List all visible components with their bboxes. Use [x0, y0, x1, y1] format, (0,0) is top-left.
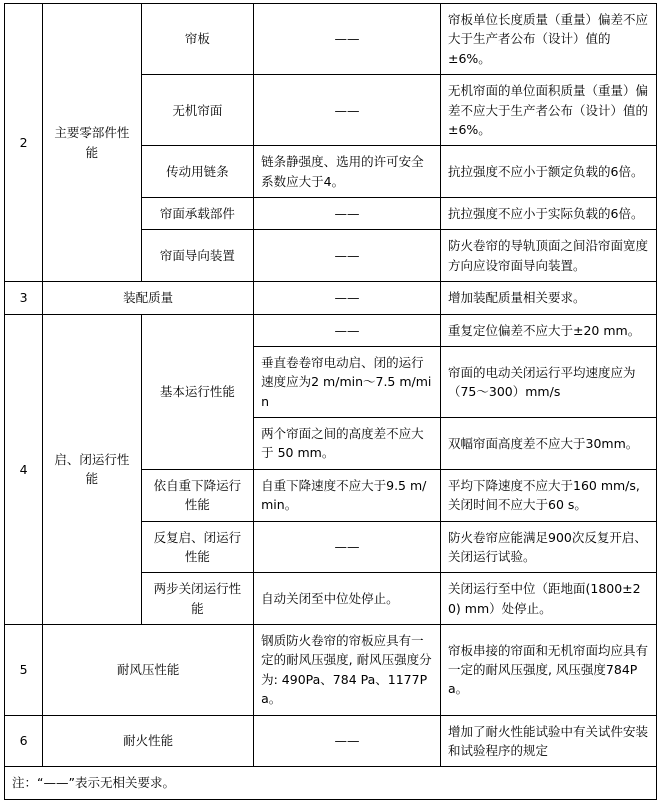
comparison-table [4, 3, 657, 800]
new-requirement-cell: 帘板单位长度质量（重量）偏差不应大于生产者公布（设计）值的±6%。 [440, 4, 656, 75]
new-requirement-cell: 帘面的电动关闭运行平均速度应为（75～300）mm/s [440, 346, 656, 417]
old-requirement-cell: 自动关闭至中位处停止。 [254, 573, 441, 625]
new-requirement-cell: 防火卷帘的导轨顶面之间沿帘面宽度方向应设帘面导向装置。 [440, 230, 656, 282]
new-requirement-cell: 关闭运行至中位（距地面(1800±20) mm）处停止。 [440, 573, 656, 625]
row-subitem-cell: 无机帘面 [141, 75, 254, 146]
new-requirement-cell: 无机帘面的单位面积质量（重量）偏差不应大于生产者公布（设计）值的±6%。 [440, 75, 656, 146]
row-item-cell: 耐风压性能 [43, 625, 254, 716]
row-subitem-cell: 帘板 [141, 4, 254, 75]
new-requirement-cell: 增加了耐火性能试验中有关试件安装和试验程序的规定 [440, 715, 656, 767]
row-item-cell: 启、闭运行性能 [43, 314, 141, 625]
old-requirement-cell: —— [254, 314, 441, 346]
table-note: 注：“——”表示无相关要求。 [5, 767, 657, 799]
row-number-cell: 5 [5, 625, 43, 716]
old-requirement-cell: —— [254, 715, 441, 767]
row-number-cell: 4 [5, 314, 43, 625]
old-requirement-cell: —— [254, 230, 441, 282]
row-number-cell: 6 [5, 715, 43, 767]
table-row [5, 314, 657, 346]
row-number-cell: 2 [5, 4, 43, 282]
old-requirement-cell: —— [254, 75, 441, 146]
row-item-cell: 装配质量 [43, 282, 254, 314]
row-item-cell: 耐火性能 [43, 715, 254, 767]
row-subitem-cell: 帘面承载部件 [141, 198, 254, 230]
old-requirement-cell: —— [254, 4, 441, 75]
old-requirement-cell: —— [254, 198, 441, 230]
new-requirement-cell: 抗拉强度不应小于额定负载的6倍。 [440, 146, 656, 198]
row-subitem-cell: 依自重下降运行性能 [141, 469, 254, 521]
table-note-row [5, 767, 657, 799]
row-subitem-cell: 帘面导向装置 [141, 230, 254, 282]
new-requirement-cell: 平均下降速度不应大于160 mm/s, 关闭时间不应大于60 s。 [440, 469, 656, 521]
document-page [0, 3, 661, 791]
row-item-cell: 主要零部件性能 [43, 4, 141, 282]
old-requirement-cell: 链条静强度、选用的许可安全系数应大于4。 [254, 146, 441, 198]
old-requirement-cell: 垂直卷卷帘电动启、闭的运行速度应为2 m/min～7.5 m/min [254, 346, 441, 417]
table-row [5, 715, 657, 767]
table-row [5, 282, 657, 314]
new-requirement-cell: 帘板串接的帘面和无机帘面均应具有一定的耐风压强度, 风压强度784Pa。 [440, 625, 656, 716]
old-requirement-cell: —— [254, 521, 441, 573]
old-requirement-cell: —— [254, 282, 441, 314]
new-requirement-cell: 防火卷帘应能满足900次反复开启、关闭运行试验。 [440, 521, 656, 573]
row-subitem-cell: 两步关闭运行性能 [141, 573, 254, 625]
row-subitem-cell: 基本运行性能 [141, 314, 254, 469]
new-requirement-cell: 增加装配质量相关要求。 [440, 282, 656, 314]
new-requirement-cell: 抗拉强度不应小于实际负载的6倍。 [440, 198, 656, 230]
old-requirement-cell: 钢质防火卷帘的帘板应具有一定的耐风压强度, 耐风压强度分为: 490Pa、784 Pa、1177Pa。 [254, 625, 441, 716]
table-row [5, 625, 657, 716]
old-requirement-cell: 自重下降速度不应大于9.5 m/min。 [254, 469, 441, 521]
table-row [5, 4, 657, 75]
new-requirement-cell: 双幅帘面高度差不应大于30mm。 [440, 418, 656, 470]
row-subitem-cell: 反复启、闭运行性能 [141, 521, 254, 573]
old-requirement-cell: 两个帘面之间的高度差不应大于 50 mm。 [254, 418, 441, 470]
row-subitem-cell: 传动用链条 [141, 146, 254, 198]
new-requirement-cell: 重复定位偏差不应大于±20 mm。 [440, 314, 656, 346]
row-number-cell: 3 [5, 282, 43, 314]
